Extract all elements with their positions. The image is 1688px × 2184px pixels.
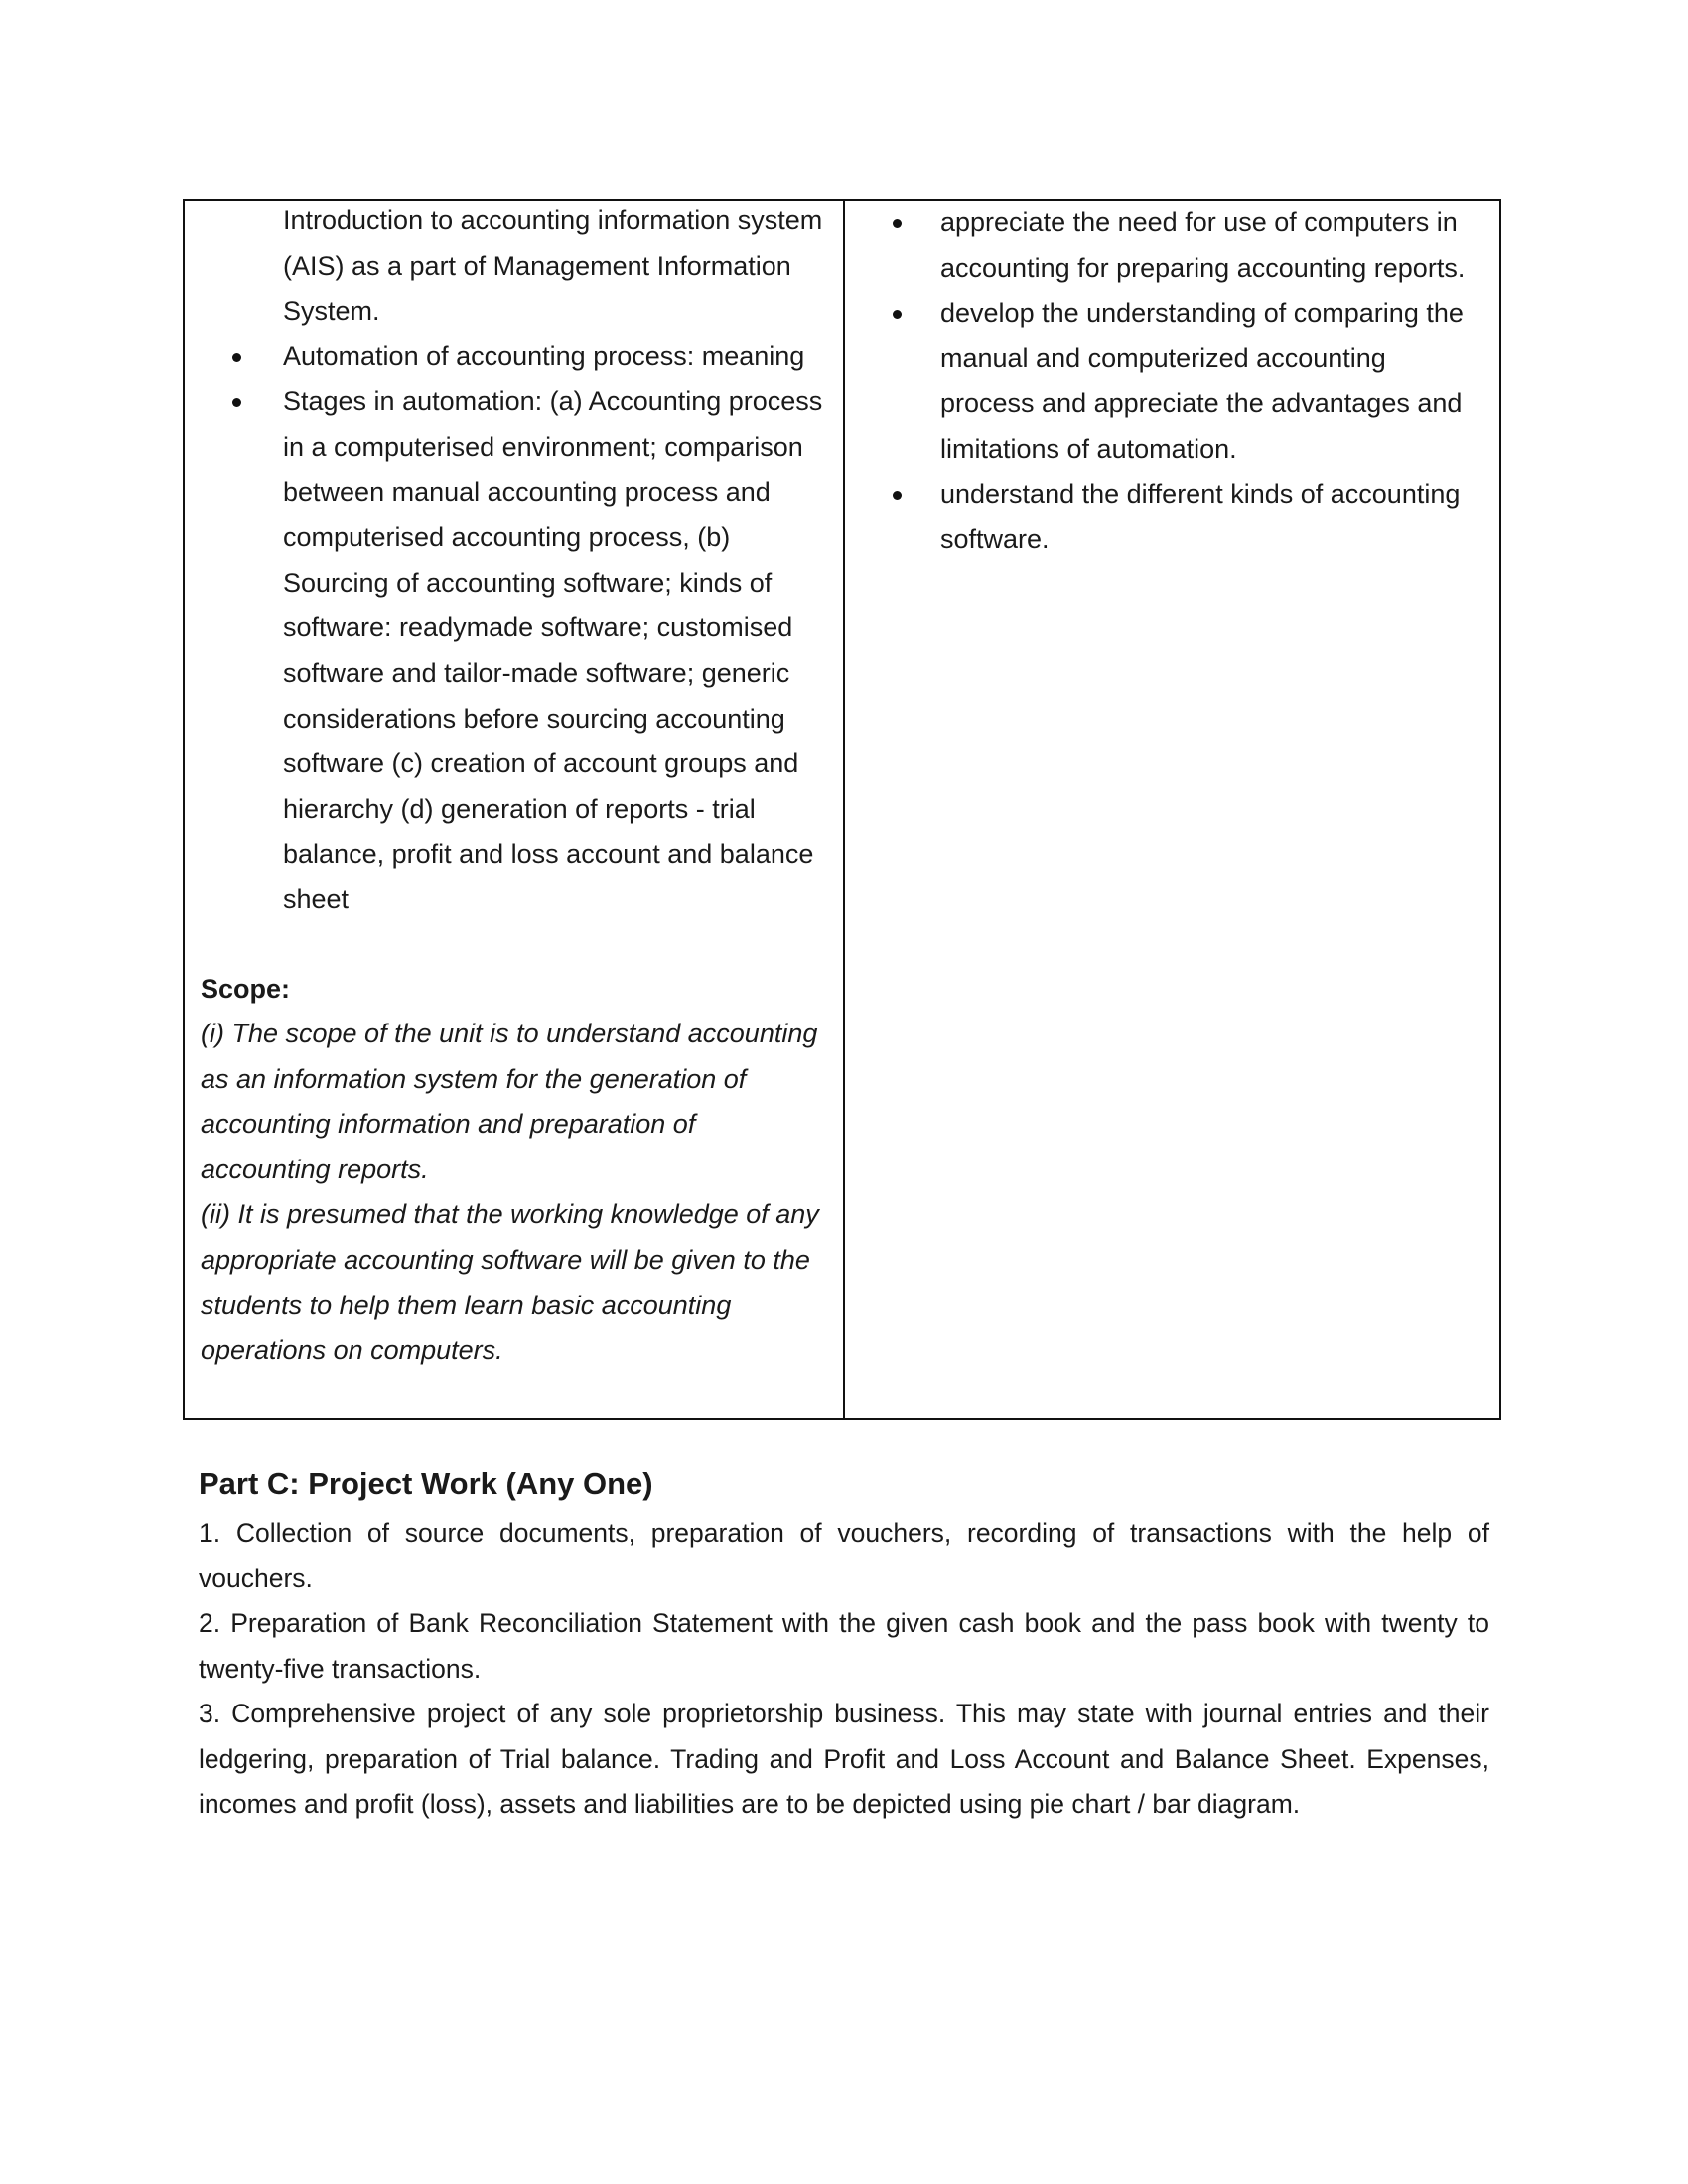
intro-text: Introduction to accounting information system (AIS) as a part of Management Information System. (283, 205, 823, 327)
table-left-column (185, 201, 845, 1418)
project-item-1: 1. Collection of source documents, preparation of vouchers, recording of transactions with the help of vouchers. (199, 1518, 1489, 1593)
bullet-icon (232, 353, 241, 362)
list-item (893, 291, 1479, 472)
part-c-section (199, 1459, 1489, 1828)
list-item-text: Automation of accounting process: meaning (283, 341, 805, 371)
list-item (201, 379, 829, 922)
list-item (201, 335, 829, 380)
project-item-2: 2. Preparation of Bank Reconciliation Statement with the given cash book and the pass book with twenty to twenty-five transactions. (199, 1608, 1489, 1684)
list-item-text: Stages in automation: (a) Accounting process in a computerised environment; comparison between manual accounting process and computerised accounting process, (b) Sourcing of accounting software; kinds of software: readymade software; customised software and tailor-made software; generic considerations before sourcing accounting software (c) creation of account groups and hierarchy (d) generation of reports - trial balance, profit and loss account and balance sheet (283, 386, 823, 914)
bullet-icon (893, 310, 902, 319)
left-bullet-list (201, 335, 829, 923)
list-item-text: understand the different kinds of accounting software. (940, 478, 1461, 555)
list-item-text: develop the understanding of comparing the manual and computerized accounting process and appreciate the advantages and limitations of automation. (940, 298, 1464, 464)
bullet-icon (232, 398, 241, 407)
list-item (893, 473, 1479, 563)
syllabus-table (183, 199, 1501, 1420)
list-item-text: appreciate the need for use of computers in accounting for preparing accounting reports. (940, 207, 1466, 283)
project-item-3: 3. Comprehensive project of any sole proprietorship business. This may state with journal entries and their ledgering, preparation of Trial balance. Trading and Profit and Loss Account and Balance Sheet. Expenses, incomes and profit (loss), assets and liabilities are to be depicted using pie chart / bar diagram. (199, 1699, 1489, 1819)
scope-section (201, 967, 829, 1374)
list-item (893, 201, 1479, 291)
right-bullet-list (893, 201, 1479, 563)
bullet-icon (893, 491, 902, 500)
bullet-icon (893, 219, 902, 228)
scope-point-1: (i) The scope of the unit is to understand accounting as an information system for the generation of accounting information and preparation of accounting reports. (201, 1019, 818, 1184)
scope-heading: Scope: (201, 973, 291, 1004)
section-heading: Part C: Project Work (Any One) (199, 1466, 653, 1501)
scope-point-2: (ii) It is presumed that the working knowledge of any appropriate accounting software will be given to the students to help them learn basic accounting operations on computers. (201, 1199, 819, 1366)
table-right-column (845, 201, 1499, 1418)
